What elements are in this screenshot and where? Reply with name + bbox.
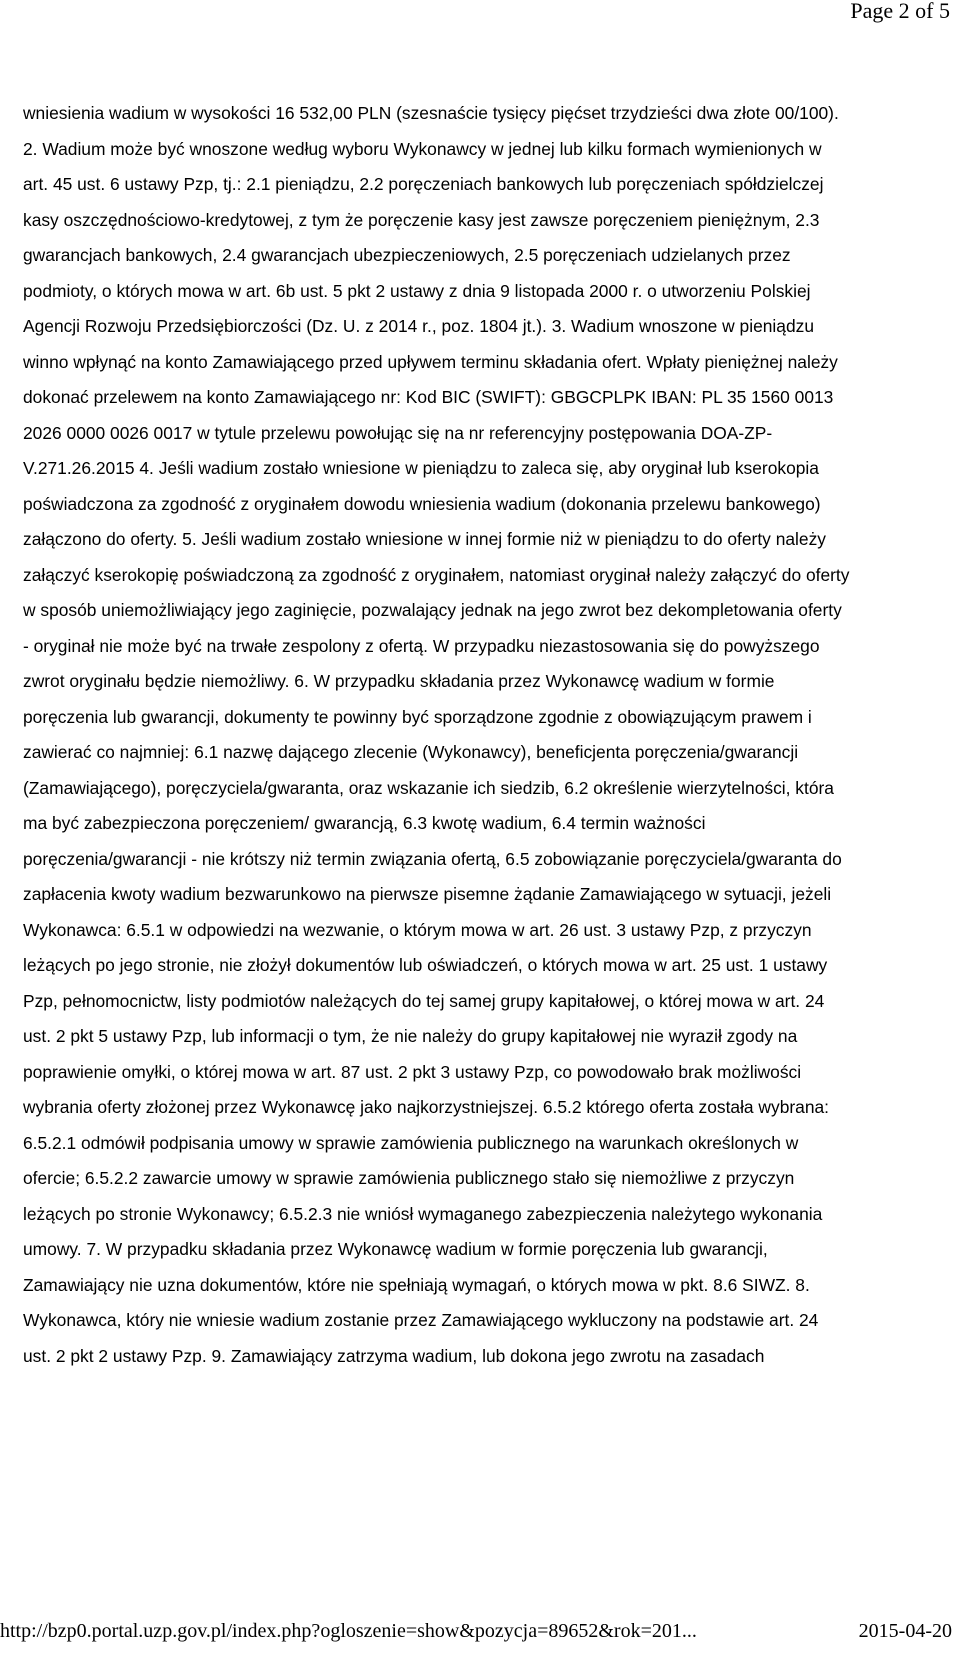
body-text-line: 2026 0000 0026 0017 w tytule przelewu powołując się na nr referencyjny postępowania DOA-ZP- <box>23 422 773 443</box>
body-text-line: 2. Wadium może być wnoszone według wyboru Wykonawcy w jednej lub kilku formach wymienionych w <box>23 138 822 159</box>
body-text-line: poświadczona za zgodność z oryginałem dowodu wniesienia wadium (dokonania przelewu bankowego) <box>23 493 821 514</box>
body-text-line: dokonać przelewem na konto Zamawiającego nr: Kod BIC (SWIFT): GBGCPLPK IBAN: PL 35 1560 0013 <box>23 387 834 407</box>
body-text-line: art. 45 ust. 6 ustawy Pzp, tj.: 2.1 pieniądzu, 2.2 poręczeniach bankowych lub poręczeniach spółdzielczej <box>23 174 824 194</box>
body-text-line: ofercie; 6.5.2.2 zawarcie umowy w sprawie zamówienia publicznego stało się niemożliwe z przyczyn <box>23 1168 795 1188</box>
body-text-line: leżących po jego stronie, nie złożył dokumentów lub oświadczeń, o których mowa w art. 25 ust. 1 ustawy <box>23 955 828 975</box>
body-text-line: Agencji Rozwoju Przedsiębiorczości (Dz. U. z 2014 r., poz. 1804 jt.). 3. Wadium wnoszone w pieniądzu <box>23 316 814 336</box>
body-text-line: wniesienia wadium w wysokości 16 532,00 PLN (szesnaście tysięcy pięćset trzydzieści dwa złote 00/100). <box>23 103 839 123</box>
body-text-line: zapłacenia kwoty wadium bezwarunkowo na pierwsze pisemne żądanie Zamawiającego w sytuacji, jeżeli <box>23 884 832 904</box>
body-text-line: ma być zabezpieczona poręczeniem/ gwarancją, 6.3 kwotę wadium, 6.4 termin ważności <box>23 813 706 833</box>
body-text-line: zawierać co najmniej: 6.1 nazwę dającego zlecenie (Wykonawcy), beneficjenta poręczenia/gwarancji <box>23 742 799 762</box>
body-text-line: poprawienie omyłki, o której mowa w art. 87 ust. 2 pkt 3 ustawy Pzp, co powodowało brak możliwości <box>23 1061 802 1082</box>
body-text-line: Pzp, pełnomocnictw, listy podmiotów należących do tej samej grupy kapitałowej, o której mowa w art. 24 <box>23 990 825 1011</box>
body-text-line: podmioty, o których mowa w art. 6b ust. 5 pkt 2 ustawy z dnia 9 listopada 2000 r. o utworzeniu Polskiej <box>23 280 811 301</box>
page-number-label: Page 2 of 5 <box>850 0 950 23</box>
document-body <box>23 96 937 1374</box>
body-text-line: gwarancjach bankowych, 2.4 gwarancjach ubezpieczeniowych, 2.5 poręczeniach udzielanych przez <box>23 245 791 265</box>
body-text-line: Wykonawca: 6.5.1 w odpowiedzi na wezwanie, o którym mowa w art. 26 ust. 3 ustawy Pzp, z przyczyn <box>23 919 812 940</box>
body-text-line: - oryginał nie może być na trwałe zespolony z ofertą. W przypadku niezastosowania się do powyższego <box>23 635 820 656</box>
body-text-line: ust. 2 pkt 5 ustawy Pzp, lub informacji o tym, że nie należy do grupy kapitałowej nie wyraził zgody na <box>23 1026 798 1046</box>
body-text-line: umowy. 7. W przypadku składania przez Wykonawcę wadium w formie poręczenia lub gwarancji, <box>23 1239 768 1259</box>
body-text-line: V.271.26.2015 4. Jeśli wadium zostało wniesione w pieniądzu to zaleca się, aby oryginał lub kserokopia <box>23 458 819 478</box>
body-text-line: poręczenia/gwarancji - nie krótszy niż termin związania ofertą, 6.5 zobowiązanie poręczyciela/gwaranta do <box>23 848 842 869</box>
footer-date: 2015-04-20 <box>858 1620 952 1642</box>
body-text-line: w sposób uniemożliwiający jego zaginięcie, pozwalający jednak na jego zwrot bez dekompletowania oferty <box>23 600 842 620</box>
body-text-line: Wykonawca, który nie wniesie wadium zostanie przez Zamawiającego wykluczony na podstawie art. 24 <box>23 1310 819 1330</box>
body-text-line: wybrania oferty złożonej przez Wykonawcę jako najkorzystniejszej. 6.5.2 którego oferta została wybrana: <box>23 1097 829 1117</box>
body-text-line: (Zamawiającego), poręczyciela/gwaranta, oraz wskazanie ich siedzib, 6.2 określenie wierzytelności, która <box>23 777 834 798</box>
body-text-line: 6.5.2.1 odmówił podpisania umowy w sprawie zamówienia publicznego na warunkach określonych w <box>23 1132 799 1153</box>
body-text-line: Zamawiający nie uzna dokumentów, które nie spełniają wymagań, o których mowa w pkt. 8.6 SIWZ. 8. <box>23 1274 810 1295</box>
body-text-line: zwrot oryginału będzie niemożliwy. 6. W przypadku składania przez Wykonawcę wadium w formie <box>23 671 775 691</box>
page-footer <box>0 1620 960 1650</box>
body-text-line: kasy oszczędnościowo-kredytowej, z tym że poręczenie kasy jest zawsze poręczeniem pieniężnym, 2.3 <box>23 209 820 230</box>
body-text-line: załączono do oferty. 5. Jeśli wadium zostało wniesione w innej formie niż w pieniądzu to do oferty należy <box>23 529 826 549</box>
body-text-line: leżących po stronie Wykonawcy; 6.5.2.3 nie wniósł wymaganego zabezpieczenia należytego wykonania <box>23 1203 823 1224</box>
footer-url: http://bzp0.portal.uzp.gov.pl/index.php?ogloszenie=show&pozycja=89652&rok=201... <box>0 1620 697 1642</box>
body-text-line: winno wpłynąć na konto Zamawiającego przed upływem terminu składania ofert. Wpłaty pieniężnej należy <box>23 351 838 372</box>
body-text-line: ust. 2 pkt 2 ustawy Pzp. 9. Zamawiający zatrzyma wadium, lub dokona jego zwrotu na zasadach <box>23 1345 765 1366</box>
body-text-line: załączyć kserokopię poświadczoną za zgodność z oryginałem, natomiast oryginał należy załączyć do oferty <box>23 564 850 585</box>
body-text-line: poręczenia lub gwarancji, dokumenty te powinny być sporządzone zgodnie z obowiązującym prawem i <box>23 706 812 727</box>
